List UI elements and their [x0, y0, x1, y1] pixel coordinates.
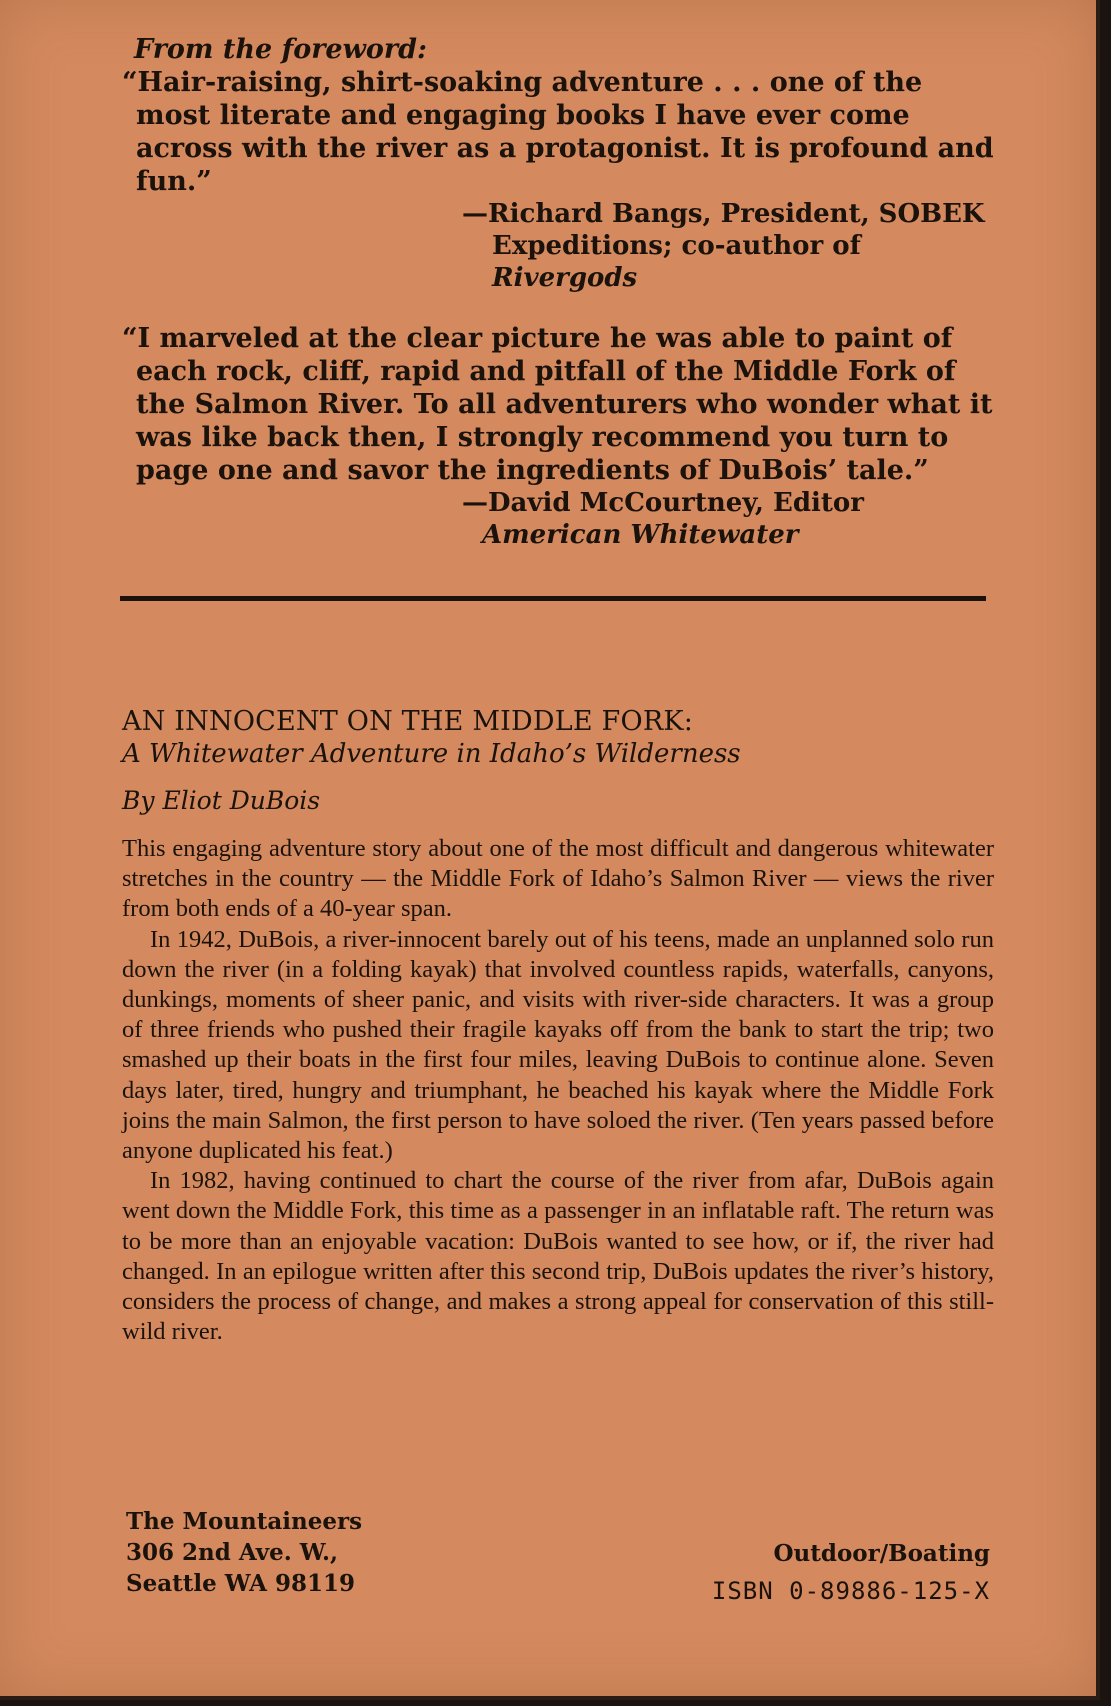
second-quote-text: “I marveled at the clear picture he was able to paint of each rock, cliff, rapid and pitfall of the Middle Fork of the Salmon River. To all adventurers who wonder what it was like back then, I strongly recommend you turn to page one and savor the ingredients of DuBois’ tale.”: [122, 323, 993, 486]
description-paragraph: In 1982, having continued to chart the course of the river from afar, DuBois again went down the Middle Fork, this time as a passenger in an inflatable raft. The return was to be more than an enjoyable vacation: DuBois wanted to see how, or if, the river had changed. In an epilogue written after this second trip, DuBois updates the river’s history, considers the process of change, and makes a strong appeal for conservation of this still-wild river.: [122, 1167, 994, 1346]
second-quote: [122, 322, 1002, 551]
foreword-quote: [122, 34, 1002, 294]
book-description: [122, 706, 994, 1347]
foreword-attribution-title: Rivergods: [492, 263, 638, 293]
book-author: By Eliot DuBois: [122, 786, 321, 815]
book-subtitle: A Whitewater Adventure in Idaho’s Wilderness: [122, 739, 741, 769]
description-paragraph: In 1942, DuBois, a river-innocent barely out of his teens, made an unplanned solo run down the river (in a folding kayak) that involved countless rapids, waterfalls, canyons, dunkings, moments of sheer panic, and visits with river-side characters. It was a group of three friends who pushed their fragile kayaks off from the bank to start the trip; two smashed up their boats in the first four miles, leaving DuBois to continue alone. Seven days later, tired, hungry and triumphant, he beached his kayak where the Middle Fork joins the main Salmon, the first person to have soloed the river. (Ten years passed before anyone duplicated his feat.): [122, 925, 994, 1165]
book-category: Outdoor/Boating: [773, 1540, 990, 1567]
description-text: [122, 834, 994, 1347]
book-title: AN INNOCENT ON THE MIDDLE FORK:: [122, 706, 694, 737]
foreword-intro: From the foreword:: [134, 34, 427, 65]
horizontal-divider: [120, 596, 986, 601]
second-attribution-line2: American Whitewater: [482, 520, 799, 550]
isbn-number: ISBN 0-89886-125-X: [711, 1577, 990, 1605]
foreword-attribution-line1: —Richard Bangs, President, SOBEK: [462, 199, 985, 229]
foreword-attribution-line2: [462, 230, 1002, 294]
publisher-address-line2: Seattle WA 98119: [126, 1570, 356, 1597]
foreword-attribution: [122, 198, 1002, 294]
second-attribution: [122, 487, 1002, 551]
publisher-info: [126, 1506, 362, 1599]
foreword-quote-text: “Hair-raising, shirt-soaking adventure . . . one of the most literate and engaging books I have ever come across with the river as a protagonist. It is profound and fun.”: [122, 67, 994, 197]
description-paragraph: This engaging adventure story about one of the most difficult and dangerous whitewater stretches in the country — the Middle Fork of Idaho’s Salmon River — views the river from both ends of a 40-year span.: [122, 835, 994, 923]
publisher-address-line1: 306 2nd Ave. W.,: [126, 1539, 339, 1566]
publisher-name: The Mountaineers: [126, 1508, 363, 1535]
foreword-attribution-prefix: Expeditions; co-author of: [492, 231, 861, 261]
second-attribution-line1: —David McCourtney, Editor: [462, 488, 864, 518]
